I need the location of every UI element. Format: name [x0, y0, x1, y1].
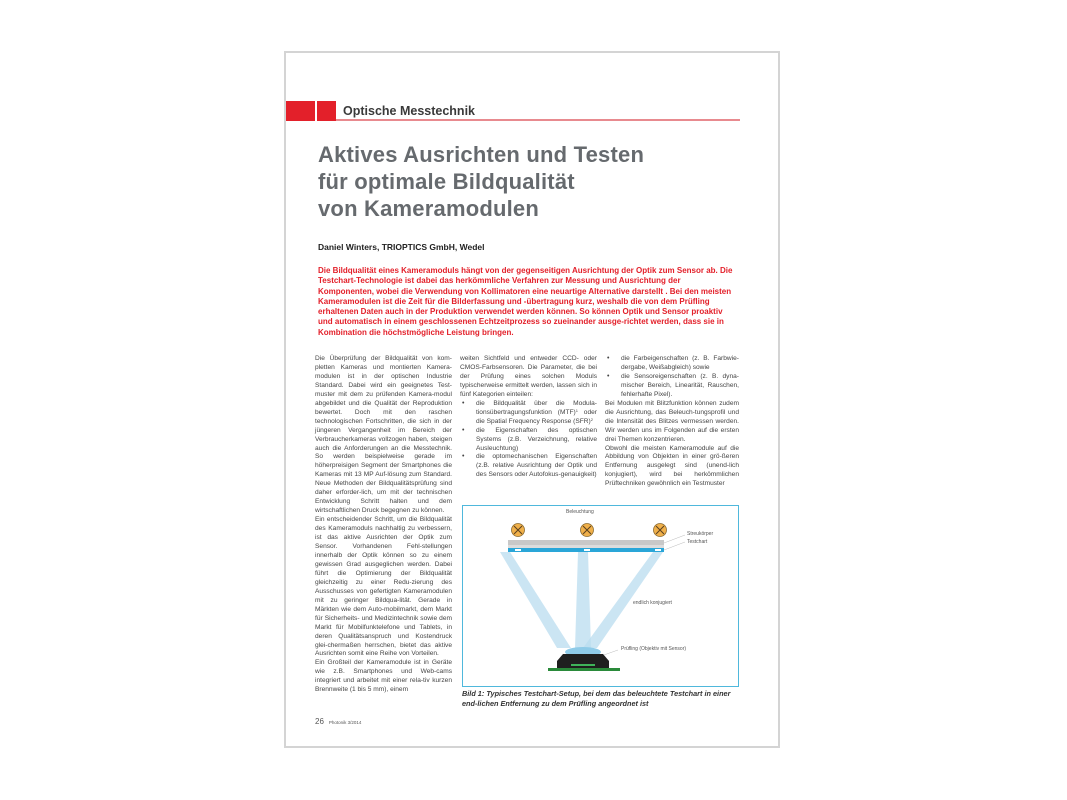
section-divider — [336, 119, 740, 121]
section-label: Optische Messtechnik — [343, 104, 475, 118]
bullet-list — [460, 400, 597, 481]
text-column-1 — [315, 355, 452, 695]
page-number: 26 — [315, 717, 324, 726]
title-line: von Kameramodulen — [318, 196, 540, 221]
paragraph: Ein entscheidender Schritt, um die Bildqualität des Kameramoduls nachhaltig zu verbessern, ist das aktive Ausrichten der Optik zum Sensor. Vorhandenen Fehl-stellungen innerhalb der Optik können so zu einem gewissen Grad ausgeglichen werden. Dabei führt die Optimierung der Bildqualität gleichzeitig zu einer Redu-zierung des Ausschusses von gefertigten Kameramodulen mit zu geringer Bildqua-lität. Gerade in Märkten wie dem Auto-mobilmarkt, dem Markt für Sicherheits- und Medizintechnik sowie dem Markt für Mobilfunktelefone und Tablets, in deren Qualitätsanspruch und Kostendruck glei-chermaßen herrschen, bietet das aktive Ausrichten somit eine Reihe von Vorteilen. — [315, 516, 452, 658]
paragraph: Die Überprüfung der Bildqualität von kom-pletten Kameras und montierten Kamera-modulen ist in der optischen Industrie Standard. Dabei wird ein geeignetes Test-muster mit dem zu prüfenden Kamera-modul abgebildet und die Qualität der Reproduktion bewertet. Doch mit den raschen technologischen Fortschritten, die sich in der jüngeren Vergangenheit im Bereich der Verbraucherkameras vollzogen haben, steigen auch die Anforderungen an die Messtechnik. So werden beispielweise gerade im höherpreisigen Segment der Smartphones die Kameras mit 13 MP Auf-lösung zum Standard. Neue Methoden der Bildqualitätsprüfung sind daher erforder-lich, um mit der technischen Entwicklung Schritt halten und dem wirtschaftlichen Druck begegnen zu können. — [315, 355, 452, 515]
list-item: • die Sensoreigenschaften (z. B. dyna-mischer Bereich, Linearität, Rauschen, fehlerhafte Pixel). — [605, 373, 739, 400]
label-testchart: Testchart — [687, 539, 708, 545]
paragraph: Ein Großteil der Kameramodule ist in Geräte wie z.B. Smartphones und Web-cams integriert und arbeitet mit einer rela-tiv kurzen Brennweite (1 bis 5 mm), einem — [315, 659, 452, 694]
section-accent-block — [286, 101, 315, 121]
text-column-2 — [460, 355, 597, 480]
list-item: • die Farbeigenschaften (z. B. Farbwie-dergabe, Weißabgleich) sowie — [605, 355, 739, 373]
label-dut: Prüfling (Objektiv mit Sensor) — [621, 646, 687, 652]
list-item: • die optomechanischen Eigenschaften (z.B. relative Ausrichtung der Optik und des Sensors oder Autofokus-genauigkeit) — [460, 453, 597, 480]
paragraph: Bei Modulen mit Blitzfunktion können zudem die Ausrichtung, das Beleuch-tungsprofil und die Intensität des Blitzes vermessen werden. Wir werden uns im Folgenden auf die ersten drei Themen konzentrieren. — [605, 399, 739, 443]
title-line: für optimale Bildqualität — [318, 169, 575, 194]
section-accent-block — [317, 101, 336, 121]
magazine-issue: Photonik 3/2014 — [328, 720, 362, 725]
magazine-page — [284, 51, 780, 748]
list-item: • die Eigenschaften des optischen Systems (z.B. Verzeichnung, relative Ausleuchtung) — [460, 427, 597, 454]
author-line: Daniel Winters, TRIOPTICS GmbH, Wedel — [318, 242, 485, 252]
label-illumination: Beleuchtung — [566, 509, 594, 515]
label-finite-conjugate: endlich konjugiert — [633, 600, 672, 606]
abstract: Die Bildqualität eines Kameramoduls hängt von der gegenseitigen Ausrichtung der Optik zum Sensor ab. Die Testchart-Technologie ist dabei das herkömmliche Verfahren zur Messung und Ausrichtung der Komponenten, wobei die Verwendung von Kollimatoren eine neuartige Alternative darstellt . Bei den meisten Kameramodulen ist die Zeit für die Bilderfassung und -übertragung kurz, weshalb die von dem Prüfling erhaltenen Daten auch in der Produktion verwendet werden können. So können Optik und Sensor proaktiv und automatisch in einem geschlossenen Echtzeitprozess so zueinander ausge-richtet werden, dass sie in Kombination die höchstmögliche Leistung bringen. — [318, 266, 733, 337]
section-header — [286, 101, 740, 121]
paragraph: Obwohl die meisten Kameramodule auf die Abbildung von Objekten in einer grö-ßeren Entfernung ausgelegt sind (unend-lich konjugiert), wird bei herkömmlichen Prüftechniken gewöhnlich ein Testmuster — [605, 444, 739, 488]
lamp-icon — [581, 524, 594, 537]
article-title — [318, 141, 644, 222]
label-diffuser: Streukörper — [687, 531, 714, 537]
text-column-3 — [605, 355, 739, 489]
figure-testchart-setup — [462, 505, 739, 687]
bullet-list — [605, 355, 739, 400]
lamp-icon — [654, 524, 667, 537]
figure-caption: Bild 1: Typisches Testchart-Setup, bei dem das beleuchtete Testchart in einer end-lichen Entfernung zu dem Prüfling angeordnet ist — [462, 689, 731, 708]
page-footer — [315, 717, 361, 726]
paragraph: weiten Sichtfeld und entweder CCD- oder CMOS-Farbsensoren. Die Parameter, die bei der Prüfung eines solchen Moduls typischerweise ermittelt werden, lassen sich in fünf Kategorien einteilen: — [460, 355, 597, 398]
list-item: • die Bildqualität über die Modula-tionsübertragungsfunktion (MTF)$^1$ oder die Spatial Frequency Response (SFR)$^2$ — [460, 400, 597, 427]
lamp-icon — [512, 524, 525, 537]
title-line: Aktives Ausrichten und Testen — [318, 142, 645, 167]
